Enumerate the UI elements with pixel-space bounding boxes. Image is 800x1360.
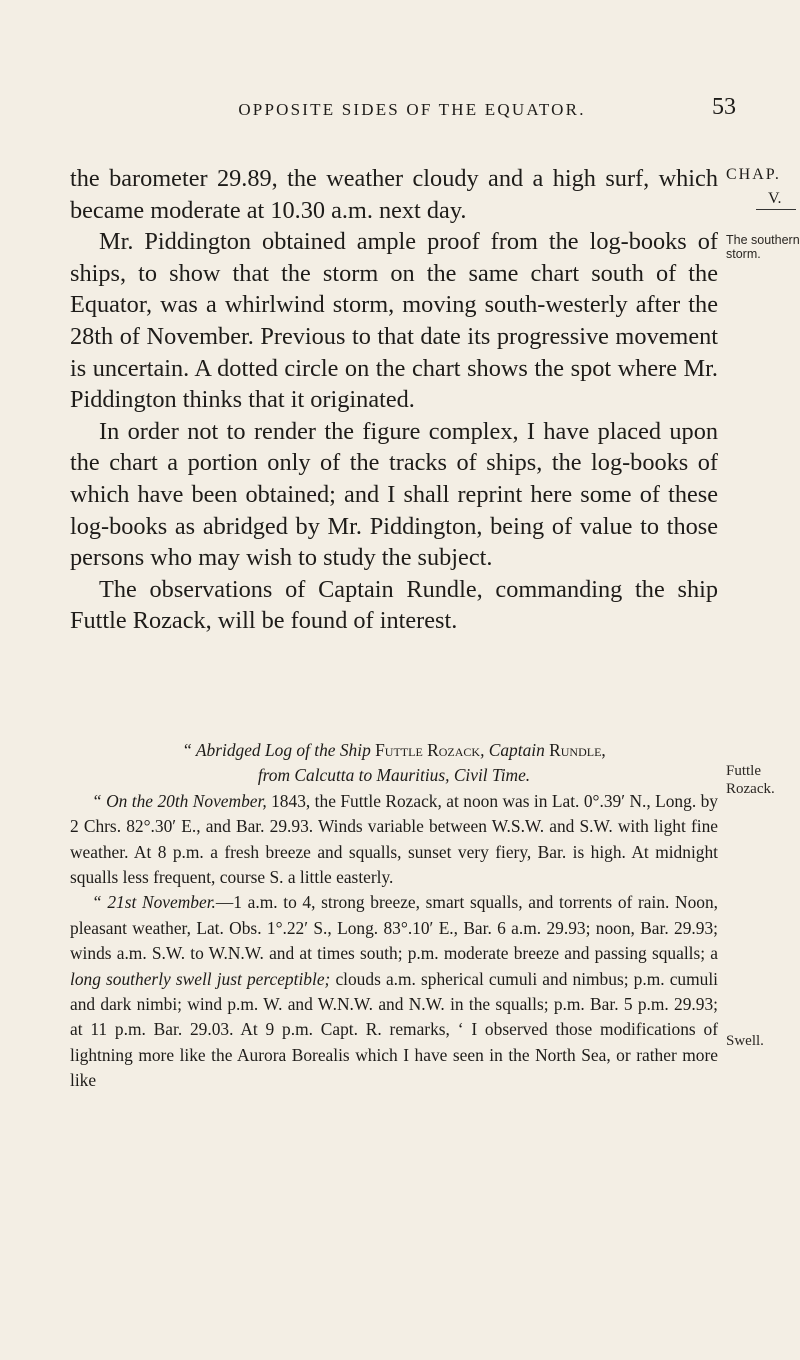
log-entry-text: —1 a.m. to 4, strong breeze, smart squalls, and torrents of rain. Noon, pleasant weather, Lat. Obs. 1°.22′ S., Long. 83°.10′ E., Bar. 6 a.m. 29.93; noon, Bar. 29.93; winds a.m. S.W. to W.N.W. and at times south; p.m. moderate breeze and passing squalls; a <box>70 892 719 964</box>
log-entry-italic: long southerly swell just perceptible; <box>70 968 331 989</box>
paragraph-2: Mr. Piddington obtained ample proof from the log-books of ships, to show that the storm on the same chart south of the Equator, was a whirlwind storm, moving south-westerly after the 28th of November. Previous to that date its progressive movement is uncertain. A dotted circle on the chart shows the spot where Mr. Piddington thinks that it originated. <box>70 228 718 414</box>
log-entry-21-november <box>70 890 718 1093</box>
paragraph-1: the barometer 29.89, the weather cloudy and a high surf, which became moderate at 10.30 a.m. next day. <box>70 165 718 224</box>
page-header <box>98 94 736 128</box>
page-number: 53 <box>712 94 736 120</box>
chapter-number: V. <box>756 190 796 210</box>
log-entry-text: 1843, the Futtle Rozack, at noon was in Lat. 0°.39′ N., Long. by 2 Chrs. 82°.30′ E., and Bar. 29.93. Winds variable between W.S.W. and S.W. with light fine weather. At 8 p.m. a fresh breeze and squalls, sunset very fiery, Bar. is high. At midnight squalls less frequent, course S. a little easterly. <box>70 790 718 888</box>
log-title-part-a: “ Abridged Log of the Ship <box>182 740 376 760</box>
margin-note-southern-storm: The southern storm. <box>726 233 800 261</box>
log-title-captain: Rundle <box>549 740 602 760</box>
log-entry-date: “ 21st November. <box>92 892 216 913</box>
log-title-part-e: , <box>601 740 606 760</box>
log-entry-date: “ On the 20th November, <box>92 790 267 811</box>
log-title-ship: Futtle Rozack <box>375 740 481 760</box>
main-text <box>70 163 718 637</box>
log-title-part-c: , Captain <box>480 740 550 760</box>
paragraph-3: In order not to render the figure complex, I have placed upon the chart a portion only of the tracks of ships, the log-books of which have been obtained; and I shall reprint here some of these log-books as abridged by Mr. Piddington, being of value to those persons who may wish to study the subject. <box>70 417 718 572</box>
abridged-log <box>70 738 718 1094</box>
log-title-route: from Calcutta to Mauritius, Civil Time. <box>257 765 531 786</box>
log-title <box>70 738 718 789</box>
log-entry-text-continued: clouds a.m. spherical cumuli and nimbus; p.m. cumuli and dark nimbi; wind p.m. W. and W.N.W. and N.W. in the squalls; p.m. Bar. 5 p.m. 29.93; at 11 p.m. Bar. 29.03. At 9 p.m. Capt. R. remarks, ‘ I observed those modifications of lightning more like the Aurora Borealis which I have seen in the North Sea, or rather more like <box>70 968 718 1091</box>
paragraph-4: The observations of Captain Rundle, commanding the ship Futtle Rozack, will be found of interest. <box>70 575 718 635</box>
chapter-label: CHAP. <box>726 166 781 183</box>
log-entry-20-november <box>70 789 718 891</box>
margin-note-swell: Swell. <box>726 1033 764 1049</box>
margin-note-futtle-rozack: Futtle Rozack. <box>726 763 775 797</box>
running-head: OPPOSITE SIDES OF THE EQUATOR. <box>238 100 586 119</box>
